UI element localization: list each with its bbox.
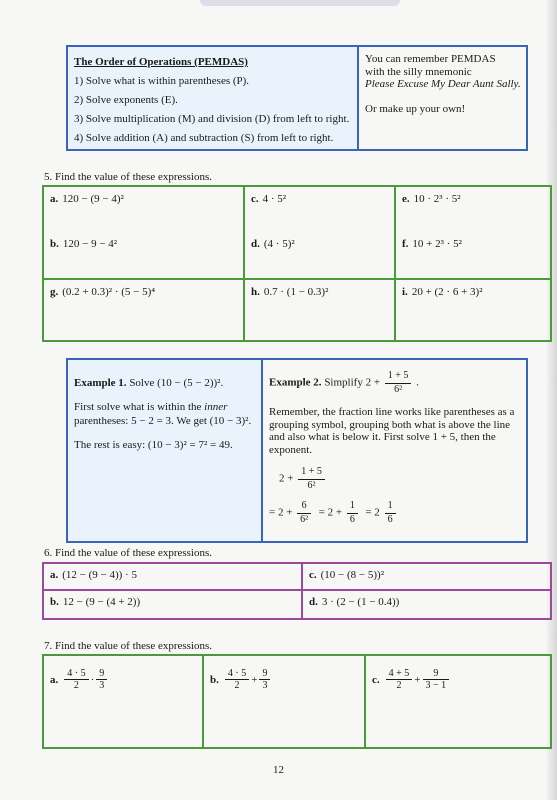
- q6-heading: 6. Find the value of these expressions.: [44, 547, 213, 559]
- mnemonic-note: [359, 47, 526, 149]
- expression: 120 − 9 − 4²: [62, 238, 118, 250]
- q5-cell: e. 10 · 2³ · 5² f. 10 + 2³ · 5²: [396, 187, 550, 280]
- pemdas-steps: [68, 47, 359, 149]
- pemdas-step: 1) Solve what is within parentheses (P).: [74, 75, 250, 87]
- note-line: with the silly mnemonic: [365, 65, 472, 78]
- pemdas-step: 2) Solve exponents (E).: [74, 94, 178, 106]
- pemdas-title: The Order of Operations (PEMDAS): [74, 56, 248, 68]
- expression: (12 − (9 − 4)) · 5: [62, 569, 137, 581]
- q7-grid: [42, 654, 552, 749]
- q5-heading: 5. Find the value of these expressions.: [44, 171, 213, 183]
- q5-grid: [42, 185, 552, 342]
- examples-box: [66, 358, 528, 543]
- expression: 120 − (9 − 4)²: [62, 193, 124, 205]
- expression: 12 − (9 − (4 + 2)): [62, 596, 141, 608]
- expression: 10 · 2³ · 5²: [413, 193, 461, 205]
- pemdas-step: 3) Solve multiplication (M) and division (D) from left to right.: [74, 113, 350, 125]
- q7-cell-a: a. $\frac{4 \cdot 5}{2}$ · $\frac{9}{3}$: [44, 656, 204, 747]
- q5-cell: a. 120 − (9 − 4)² b. 120 − 9 − 4²: [44, 187, 245, 280]
- binding-shadow: [200, 0, 400, 6]
- pemdas-step: 4) Solve addition (A) and subtraction (S) from left to right.: [74, 132, 334, 144]
- expression: 10 + 2³ · 5²: [412, 238, 462, 250]
- example-2: Example 2. Simplify 2 + $\frac{1 + 5}{\text{6²}}$ . Remember, the fraction line works like parentheses as a grouping symbol, grouping both what is above the line and also what is below it. First solve 1 + 5, then the exponent. 2 + $\frac{1 + 5}{\text{6²}}$ = 2 + $\frac{6}{\text{6²}}$ = 2 + $\frac{1}{6}$ = 2 $\frac{1}{6}$: [263, 360, 526, 541]
- page-number: 12: [273, 764, 284, 776]
- q6-grid: [42, 562, 552, 620]
- q6-cell: c. (10 − (8 − 5))²: [303, 564, 550, 591]
- q6-cell: b. 12 − (9 − (4 + 2)): [44, 591, 303, 618]
- q5-cell: h. 0.7 · (1 − 0.3)²: [245, 280, 396, 340]
- example-2-explanation: Remember, the fraction line works like parentheses as a grouping symbol, grouping both what is above the line and also what is below it. First solve 1 + 5, then the exponent.: [269, 406, 515, 456]
- expression: (4 · 5)²: [263, 238, 295, 250]
- expression: (10 − (8 − 5))²: [320, 569, 384, 581]
- q6-cell: a. (12 − (9 − 4)) · 5: [44, 564, 303, 591]
- note-line: Please Excuse My Dear Aunt Sally.: [365, 78, 521, 90]
- expression: 3 · (2 − (1 − 0.4)): [321, 596, 400, 608]
- expression: 20 + (2 · 6 + 3)²: [411, 286, 483, 298]
- q7-cell-c: c. $\frac{4 + 5}{2}$ + $\frac{9}{3 - 1}$: [366, 656, 550, 747]
- q5-cell: i. 20 + (2 · 6 + 3)²: [402, 286, 483, 298]
- q7-heading: 7. Find the value of these expressions.: [44, 640, 213, 652]
- pemdas-box: [66, 45, 528, 151]
- q6-cell: d. 3 · (2 − (1 − 0.4)): [309, 596, 400, 608]
- note-line: Or make up your own!: [365, 102, 466, 115]
- expression: 4 · 5²: [262, 193, 287, 205]
- note-line: You can remember PEMDAS: [365, 53, 496, 65]
- example-1: Example 1. Solve (10 − (5 − 2))². First solve what is within the inner parentheses: 5 − 2 = 3. We get (10 − 3)². The rest is easy: (10 − 3)² = 7² = 49.: [68, 360, 263, 541]
- expression: 0.7 · (1 − 0.3)²: [263, 286, 329, 298]
- q7-cell-b: b. $\frac{4 \cdot 5}{2}$ + $\frac{9}{3}$: [204, 656, 366, 747]
- expression: (0.2 + 0.3)² · (5 − 5)⁴: [62, 286, 156, 298]
- q5-cell: c. 4 · 5² d. (4 · 5)²: [245, 187, 396, 280]
- q5-cell: g. (0.2 + 0.3)² · (5 − 5)⁴: [44, 280, 245, 340]
